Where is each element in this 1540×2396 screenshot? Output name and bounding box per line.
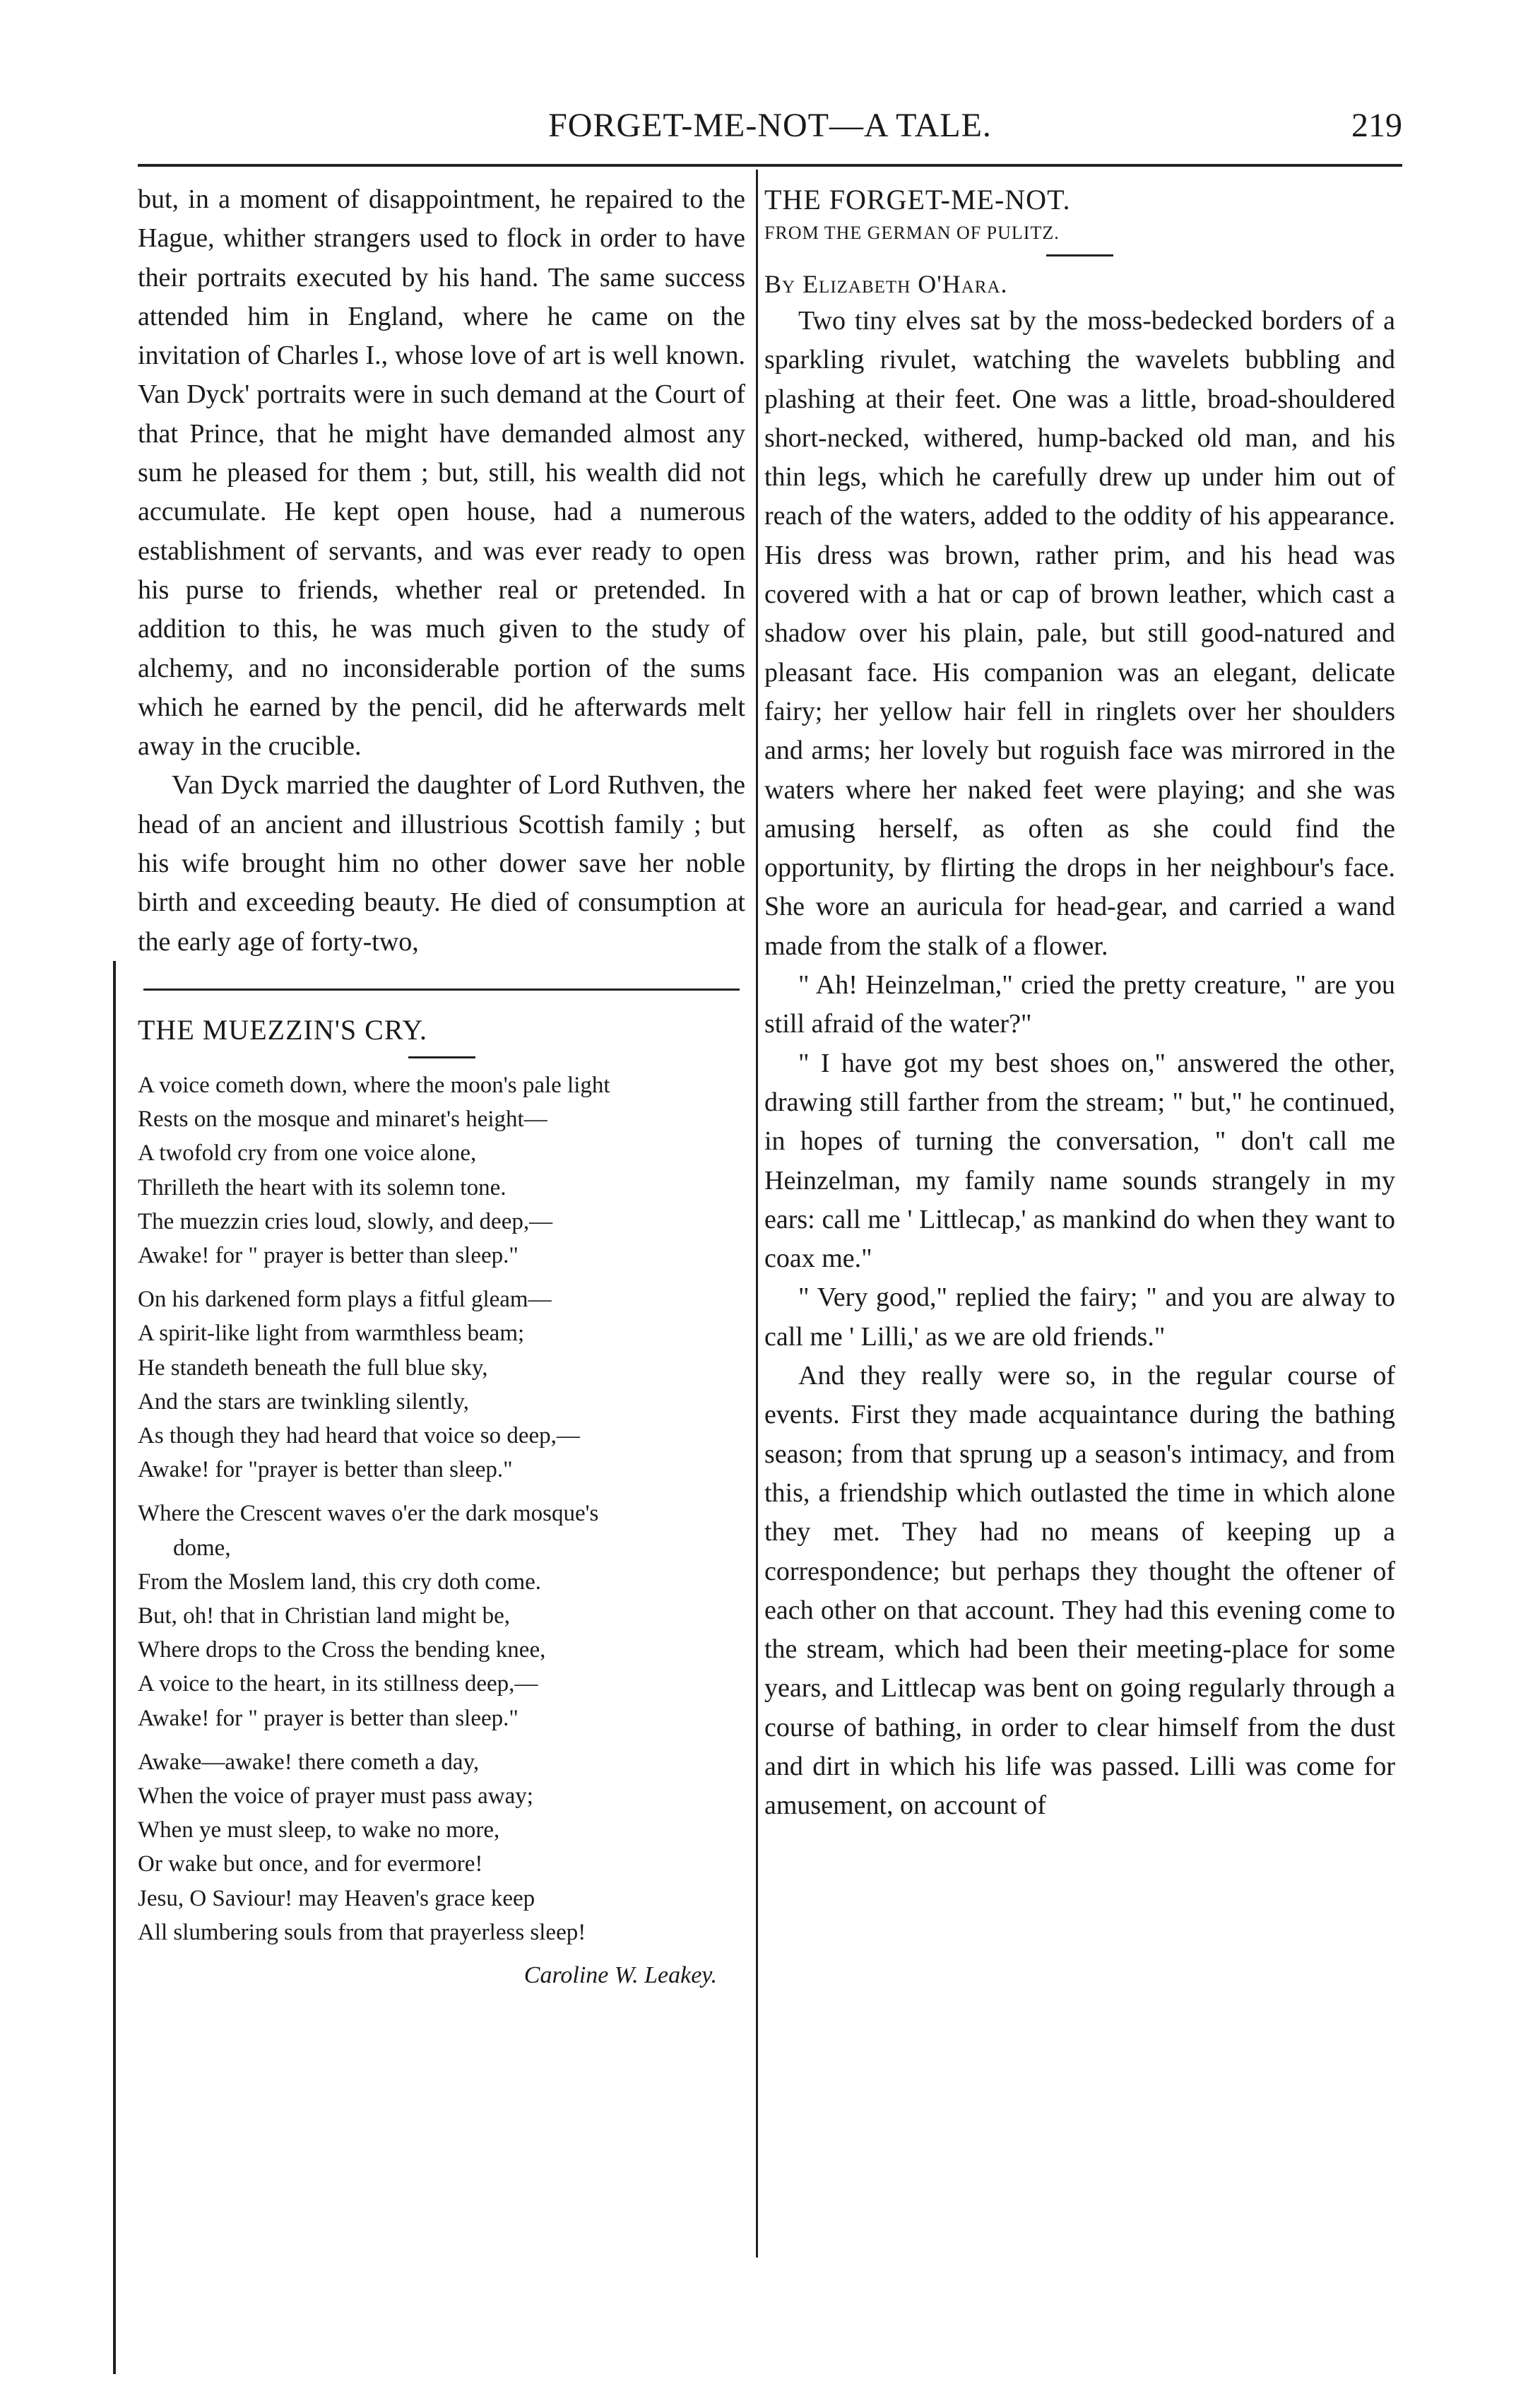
story-title: THE FORGET-ME-NOT. [764, 184, 1071, 216]
page-number: 219 [1351, 107, 1402, 144]
stanza [138, 1497, 745, 1735]
section-divider [143, 989, 740, 991]
paragraph: " Very good," replied the fairy; " and you are alway to call me ' Lilli,' as we are old friends." [764, 1282, 1395, 1352]
running-title: FORGET-ME-NOT—A TALE. [548, 107, 992, 144]
stanza [138, 1282, 745, 1487]
verse-line: Where the Crescent waves o'er the dark mosque's [138, 1501, 599, 1527]
poem-signature: Caroline W. Leakey. [523, 1962, 717, 1989]
verse-line: A voice to the heart, in its stillness deep,— [138, 1671, 538, 1697]
column-divider [756, 170, 758, 2258]
header-rule [138, 164, 1402, 167]
verse-line: When ye must sleep, to wake no more, [138, 1817, 500, 1843]
verse-line: Rests on the mosque and minaret's height— [138, 1106, 547, 1133]
right-column [764, 180, 1395, 1826]
verse-line: dome, [173, 1535, 231, 1561]
verse-line: From the Moslem land, this cry doth come. [138, 1569, 542, 1595]
verse-line: He standeth beneath the full blue sky, [138, 1355, 488, 1381]
verse-line: And the stars are twinkling silently, [138, 1388, 469, 1415]
verse-line: Awake! for "prayer is better than sleep." [138, 1457, 513, 1483]
page-header [138, 106, 1402, 170]
story-byline: By Elizabeth O'Hara. [764, 270, 1008, 298]
paragraph: but, in a moment of disappointment, he repaired to the Hague, whither strangers used to flock in order to have their portraits executed by his hand. The same success attended him in England, where he came on the invitation of Charles I., whose love of art is well known. Van Dyck' portraits were in such demand at the Court of that Prince, that he might have demanded almost any sum he pleased for them ; but, still, his wealth did not accumulate. He kept open house, had a numerous establishment of servants, and was ever ready to open his purse to friends, whether real or pretended. In addition to this, he was much given to the study of alchemy, and no inconsiderable portion of the sums which he earned by the pencil, did he afterwards melt away in the crucible. [138, 184, 745, 762]
verse-line: Awake! for " prayer is better than sleep." [138, 1242, 519, 1268]
verse-line: Awake—awake! there cometh a day, [138, 1749, 480, 1775]
verse-line: Awake! for " prayer is better than sleep." [138, 1705, 519, 1731]
verse-line: Where drops to the Cross the bending knee, [138, 1637, 546, 1663]
stanza [138, 1068, 745, 1273]
verse-line: A spirit-like light from warmthless beam; [138, 1321, 525, 1347]
verse-line: On his darkened form plays a fitful gleam— [138, 1287, 552, 1313]
paragraph: Two tiny elves sat by the moss-bedecked borders of a sparkling rivulet, watching the wavelets bubbling and plashing at their feet. One was a little, broad-shouldered short-necked, withered, hump-backed old man, and his thin legs, which he carefully drew up under him out of reach of the waters, added to the oddity of his appearance. His dress was brown, rather prim, and his head was covered with a hat or cap of brown leather, which cast a shadow over his plain, pale, but still good-natured and pleasant face. His companion was an elegant, delicate fairy; her yellow hair fell in ringlets over her shoulders and arms; her lovely but roguish face was mirrored in the waters where her naked feet were playing; and she was amusing herself, as often as she could find the opportunity, by flirting the drops in her neighbour's face. She wore an auricula for head-gear, and carried a wand made from the stalk of a flower. [764, 306, 1395, 961]
verse-line: A twofold cry from one voice alone, [138, 1140, 477, 1167]
verse-line: The muezzin cries loud, slowly, and deep,— [138, 1208, 553, 1234]
verse-line: Thrilleth the heart with its solemn tone. [138, 1174, 507, 1200]
poem-title: THE MUEZZIN'S CRY. [138, 1013, 428, 1046]
verse-line: Or wake but once, and for evermore! [138, 1851, 483, 1877]
stanza [138, 1745, 745, 1949]
verse-line: A voice cometh down, where the moon's pale light [138, 1072, 610, 1098]
story-subtitle: FROM THE GERMAN OF PULITZ. [764, 223, 1060, 243]
verse-line: But, oh! that in Christian land might be, [138, 1603, 511, 1629]
verse-line: As though they had heard that voice so deep,— [138, 1422, 580, 1448]
verse-line: All slumbering souls from that prayerless sleep! [138, 1919, 586, 1945]
poem [138, 1068, 745, 1992]
margin-line [113, 961, 116, 2374]
left-column [138, 180, 745, 1992]
title-rule [408, 1056, 475, 1058]
paragraph: " I have got my best shoes on," answered the other, drawing still farther from the stream; " but," he continued, in hopes of turning the conversation, " don't call me Heinzelman, my family name sounds strangely in my ears: call me ' Littlecap,' as mankind do when they want to coax me." [764, 1048, 1395, 1274]
paragraph: Van Dyck married the daughter of Lord Ruthven, the head of an ancient and illustrious Scottish family ; but his wife brought him no other dower save her noble birth and exceeding beauty. He died of consumption at the early age of forty-two, [138, 770, 745, 957]
paragraph: " Ah! Heinzelman," cried the pretty creature, " are you still afraid of the water?" [764, 970, 1395, 1039]
title-rule [1046, 254, 1113, 256]
verse-line: When the voice of prayer must pass away; [138, 1783, 533, 1809]
verse-line: Jesu, O Saviour! may Heaven's grace keep [138, 1885, 535, 1911]
paragraph: And they really were so, in the regular course of events. First they made acquaintance during the bathing season; from that sprung up a season's intimacy, and from this, a friendship which outlasted the time in which alone they met. They had no means of keeping up a correspondence; but perhaps they thought the oftener of each other on that account. They had this evening come to the stream, which had been their meeting-place for some years, and Littlecap was bent on going regularly through a course of bathing, in order to clear himself from the dust and dirt in which his life was passed. Lilli was come for amusement, on account of [764, 1361, 1395, 1821]
